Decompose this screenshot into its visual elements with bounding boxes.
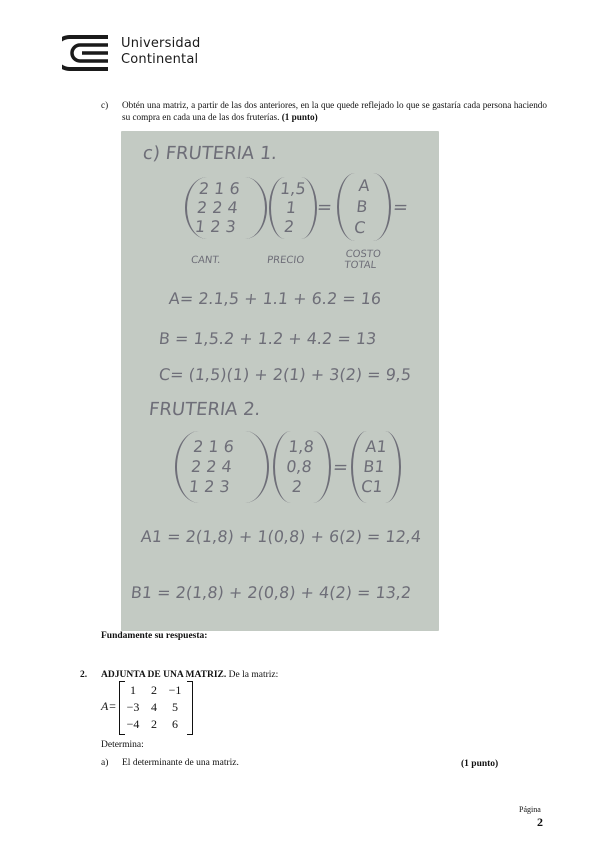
hw-vector1: 1,5 1 2 [279,179,307,236]
question-2-number: 2. [80,670,88,680]
question-2a-text: El determinante de una matriz. [122,758,239,768]
hw-label-costo: COSTO TOTAL [343,249,382,271]
hw-eq-b1: B1 = 2(1,8) + 2(0,8) + 4(2) = 13,2 [130,583,413,602]
hw-matrix1: 2 1 6 2 2 4 1 2 3 [194,179,241,236]
question-2-intro: De la matriz: [226,670,279,680]
question-2a-label: a) [101,758,109,768]
question-c-label: c) [101,100,109,110]
university-logo [62,34,202,74]
question-c-text: Obtén una matriz, a partir de las dos anteriores, en la que quede reflejado lo que se gastaría cada persona haciendo su compra en cada una de las dos fruterías. [122,100,547,122]
question-c-points: (1 punto) [281,112,318,122]
logo-mark-icon [62,34,112,72]
matrix-right-bracket [187,681,193,735]
logo-line1: Universidad [121,36,201,51]
hw-label-precio: PRECIO [266,255,305,266]
hw-vector2: 1,8 0,8 2 [285,437,315,496]
hw-title-fruteria2: FRUTERIA 2. [147,399,262,420]
handwritten-solution-photo: c) FRUTERIA 1. 2 1 6 2 2 4 1 2 3 1,5 1 2 = A B C = CANT. PRECIO COSTO TOTAL A= 2.1,5 + 1.1 + 6.2 = 16 B = 1,5.2 + 1.2 + 4.2 = 13 C= (1,5)(1) + 2(1) + 3(2) = 9,5 FRUTERIA 2. 2 1 6 2 2 4 1 2 3 1,8 0,8 2 = A1 B1 C1 A1 = 2(1,8) + 1(0,8) + 6(2) = 12,4 B1 = 2(1,8) + 2(0,8) + 4(2) = 13,2 [121,131,439,631]
matrix-cell: −3 [126,700,140,714]
matrix-cell: 5 [172,700,178,714]
logo-line2: Continental [121,52,199,67]
question-c [101,99,547,123]
hw-matrix2: 2 1 6 2 2 4 1 2 3 [187,437,235,496]
fundamente-label: Fundamente su respuesta: [101,631,208,641]
page-number: 2 [537,815,543,829]
matrix-cell: 2 [151,717,157,731]
matrix-cell: 2 [151,683,157,697]
hw-eq-c: C= (1,5)(1) + 2(1) + 3(2) = 9,5 [158,365,413,384]
matrix-cell: −1 [168,683,182,697]
matrix-cell: −4 [126,717,140,731]
hw-eq-a: A= 2.1,5 + 1.1 + 6.2 = 16 [168,289,383,308]
matrix-cell: 6 [172,717,178,731]
hw-result1: A B C [353,176,371,237]
hw-result2: A1 B1 C1 [360,437,388,496]
hw-title-fruteria1: c) FRUTERIA 1. [141,143,279,164]
matrix-cell: 4 [151,700,157,714]
question-2-title: ADJUNTA DE UNA MATRIZ. [101,670,227,680]
matrix-label: A= [101,699,117,713]
hw-eq-a1: A1 = 2(1,8) + 1(0,8) + 6(2) = 12,4 [140,527,423,546]
hw-eq-b: B = 1,5.2 + 1.2 + 4.2 = 13 [158,329,378,348]
page-label: Página [519,805,541,814]
question-2a-points: (1 punto) [461,759,499,769]
matrix-cell: 1 [130,683,136,697]
hw-label-cant: CANT. [190,255,221,266]
determina-label: Determina: [101,740,144,750]
